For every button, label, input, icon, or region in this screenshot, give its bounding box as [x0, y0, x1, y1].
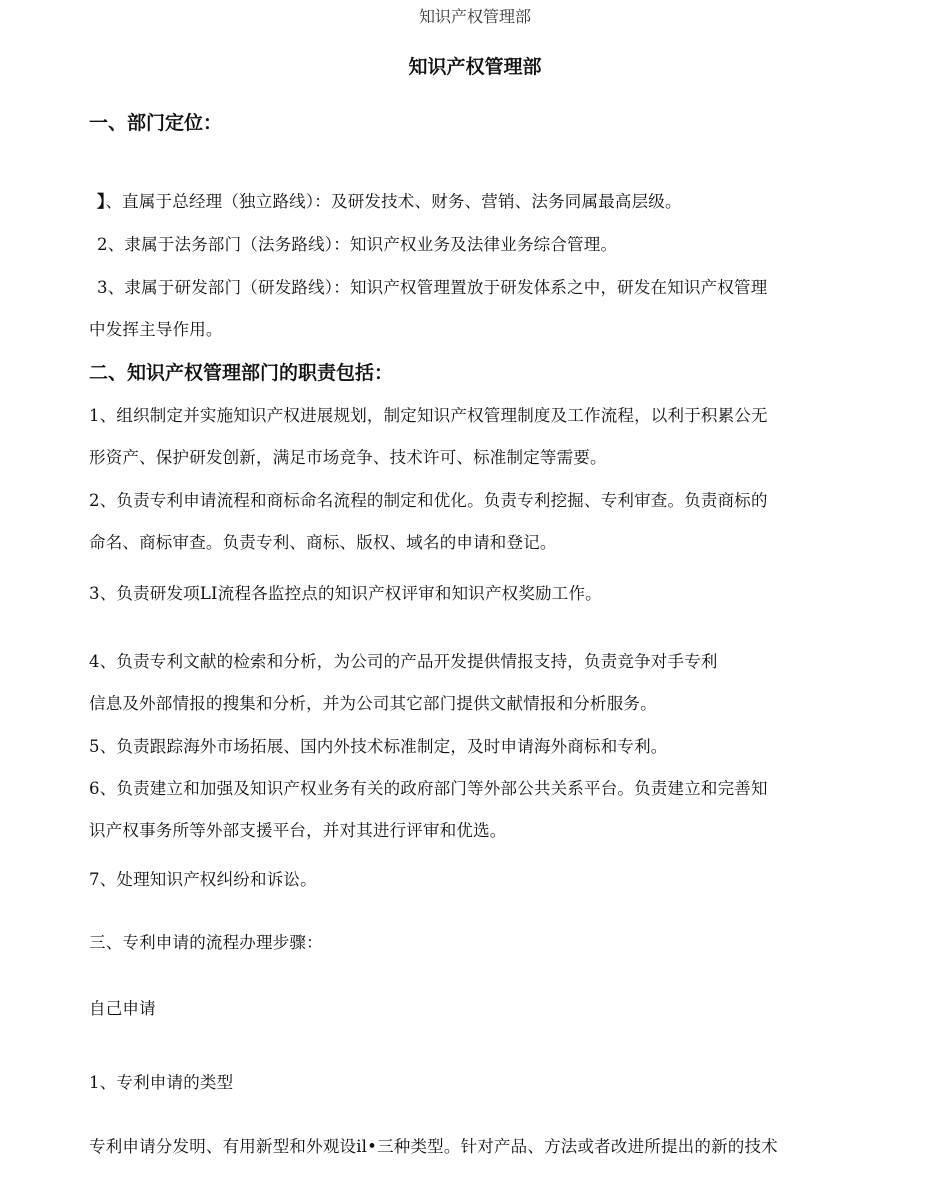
subheading-self-apply: 自己申请: [89, 999, 156, 1018]
duty-6-line-1: 6、负责建立和加强及知识产权业务有关的政府部门等外部公共关系平台。负责建立和完善知: [89, 779, 768, 798]
item-text: 、直属于总经理（独立路线）：及研发技术、财务、营销、法务同属最高层级。: [105, 192, 682, 211]
item-marker: 】: [97, 192, 106, 211]
section-heading-3: 三、专利申请的流程办理步骤：: [89, 933, 323, 952]
duty-4-line-2: 信息及外部情报的搜集和分析，并为公司其它部门提供文献情报和分析服务。: [89, 694, 657, 713]
section-heading-2: 二、知识产权管理部门的职责包括：: [89, 362, 394, 384]
duty-2-line-2: 命名、商标审查。负责专利、商标、版权、域名的申请和登记。: [89, 533, 557, 552]
positioning-item-1: [97, 188, 682, 212]
duty-3: 3、负责研发项LI流程各监控点的知识产权评审和知识产权奖励工作。: [89, 584, 602, 603]
section-heading-1: 一、部门定位：: [89, 112, 223, 134]
duty-1-line-1: 1、组织制定并实施知识产权进展规划，制定知识产权管理制度及工作流程，以利于积累公无: [89, 406, 768, 425]
patent-type-heading: 1、专利申请的类型: [89, 1073, 234, 1092]
duty-2-line-1: 2、负责专利申请流程和商标命名流程的制定和优化。负责专利挖掘、专利审查。负责商标的: [89, 491, 768, 510]
duty-4-line-1: 4、负责专利文献的检索和分析，为公司的产品开发提供情报支持，负责竞争对手专利: [89, 652, 718, 671]
duty-6-line-2: 识产权事务所等外部支援平台，并对其进行评审和优选。: [89, 821, 507, 840]
positioning-item-3-line-2: 中发挥主导作用。: [89, 320, 223, 339]
running-header: 知识产权管理部: [418, 7, 531, 26]
document-title: 知识产权管理部: [408, 56, 542, 78]
duty-1-line-2: 形资产、保护研发创新，满足市场竞争、技术许可、标准制定等需要。: [89, 448, 607, 467]
duty-7: 7、处理知识产权纠纷和诉讼。: [89, 870, 317, 889]
positioning-item-2: 2、隶属于法务部门（法务路线）：知识产权业务及法律业务综合管理。: [97, 235, 618, 254]
positioning-item-3-line-1: 3、隶属于研发部门（研发路线）：知识产权管理置放于研发体系之中，研发在知识产权管理: [97, 278, 768, 297]
patent-type-paragraph-line-1: 专利申请分发明、有用新型和外观设il•三种类型。针对产品、方法或者改进所提出的新的技术: [89, 1137, 778, 1156]
duty-5: 5、负责跟踪海外市场拓展、国内外技术标准制定，及时申请海外商标和专利。: [89, 737, 668, 756]
